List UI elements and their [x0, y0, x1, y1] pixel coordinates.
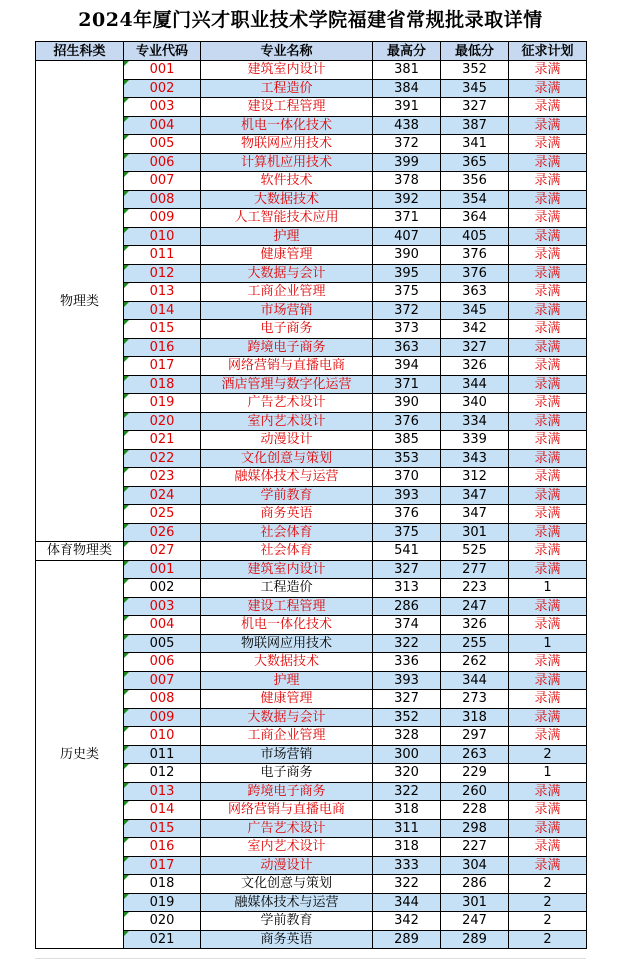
- major-name-cell: 健康管理: [201, 690, 373, 709]
- header-row: [36, 42, 587, 61]
- plan-cell: 录满: [509, 856, 587, 875]
- code-cell: 025: [124, 505, 201, 524]
- major-name-cell: 网络营销与直播电商: [201, 801, 373, 820]
- major-name-cell: 市场营销: [201, 301, 373, 320]
- max-score-cell: 363: [373, 338, 441, 357]
- max-score-cell: 393: [373, 486, 441, 505]
- plan-cell: 录满: [509, 190, 587, 209]
- max-score-cell: 384: [373, 79, 441, 98]
- major-name-cell: 大数据与会计: [201, 708, 373, 727]
- major-name-cell: 物联网应用技术: [201, 634, 373, 653]
- min-score-cell: 327: [441, 338, 509, 357]
- max-score-cell: 311: [373, 819, 441, 838]
- major-name-cell: 融媒体技术与运营: [201, 468, 373, 487]
- header-min-score: 最低分: [441, 42, 509, 61]
- major-name-cell: 大数据技术: [201, 653, 373, 672]
- code-cell: 001: [124, 560, 201, 579]
- code-cell: 020: [124, 912, 201, 931]
- min-score-cell: 260: [441, 782, 509, 801]
- max-score-cell: 352: [373, 708, 441, 727]
- max-score-cell: 370: [373, 468, 441, 487]
- major-name-cell: 广告艺术设计: [201, 819, 373, 838]
- min-score-cell: 341: [441, 135, 509, 154]
- plan-cell: 录满: [509, 449, 587, 468]
- min-score-cell: 363: [441, 283, 509, 302]
- major-name-cell: 跨境电子商务: [201, 338, 373, 357]
- min-score-cell: 318: [441, 708, 509, 727]
- code-cell: 012: [124, 264, 201, 283]
- plan-cell: 1: [509, 764, 587, 783]
- code-cell: 004: [124, 616, 201, 635]
- table-row: [36, 61, 587, 80]
- plan-cell: 录满: [509, 412, 587, 431]
- plan-cell: 录满: [509, 560, 587, 579]
- table-row: [36, 560, 587, 579]
- plan-cell: 录满: [509, 819, 587, 838]
- major-name-cell: 室内艺术设计: [201, 412, 373, 431]
- plan-cell: 2: [509, 930, 587, 949]
- plan-cell: 录满: [509, 357, 587, 376]
- major-name-cell: 软件技术: [201, 172, 373, 191]
- code-cell: 010: [124, 227, 201, 246]
- major-name-cell: 物联网应用技术: [201, 135, 373, 154]
- code-cell: 008: [124, 190, 201, 209]
- code-cell: 005: [124, 135, 201, 154]
- max-score-cell: 286: [373, 597, 441, 616]
- max-score-cell: 541: [373, 542, 441, 561]
- plan-cell: 录满: [509, 597, 587, 616]
- major-name-cell: 室内艺术设计: [201, 838, 373, 857]
- max-score-cell: 399: [373, 153, 441, 172]
- major-name-cell: 机电一体化技术: [201, 616, 373, 635]
- table-body: [36, 61, 587, 949]
- major-name-cell: 机电一体化技术: [201, 116, 373, 135]
- plan-cell: 录满: [509, 431, 587, 450]
- min-score-cell: 387: [441, 116, 509, 135]
- max-score-cell: 376: [373, 412, 441, 431]
- max-score-cell: 390: [373, 246, 441, 265]
- header-category: 招生科类: [36, 42, 124, 61]
- plan-cell: 录满: [509, 523, 587, 542]
- code-cell: 010: [124, 727, 201, 746]
- major-name-cell: 动漫设计: [201, 856, 373, 875]
- max-score-cell: 392: [373, 190, 441, 209]
- max-score-cell: 407: [373, 227, 441, 246]
- major-name-cell: 融媒体技术与运营: [201, 893, 373, 912]
- header-code: 专业代码: [124, 42, 201, 61]
- major-name-cell: 酒店管理与数字化运营: [201, 375, 373, 394]
- min-score-cell: 347: [441, 486, 509, 505]
- min-score-cell: 334: [441, 412, 509, 431]
- category-cell: 物理类: [36, 61, 124, 542]
- page-title: 2024年厦门兴才职业技术学院福建省常规批录取详情: [78, 9, 543, 31]
- min-score-cell: 345: [441, 301, 509, 320]
- major-name-cell: 建筑室内设计: [201, 61, 373, 80]
- major-name-cell: 健康管理: [201, 246, 373, 265]
- code-cell: 016: [124, 838, 201, 857]
- max-score-cell: 336: [373, 653, 441, 672]
- min-score-cell: 405: [441, 227, 509, 246]
- min-score-cell: 343: [441, 449, 509, 468]
- max-score-cell: 327: [373, 690, 441, 709]
- major-name-cell: 跨境电子商务: [201, 782, 373, 801]
- major-name-cell: 工商企业管理: [201, 727, 373, 746]
- plan-cell: 录满: [509, 301, 587, 320]
- plan-cell: 录满: [509, 153, 587, 172]
- code-cell: 022: [124, 449, 201, 468]
- code-cell: 011: [124, 246, 201, 265]
- min-score-cell: 277: [441, 560, 509, 579]
- max-score-cell: 344: [373, 893, 441, 912]
- plan-cell: 2: [509, 893, 587, 912]
- plan-cell: 录满: [509, 98, 587, 117]
- plan-cell: 录满: [509, 616, 587, 635]
- plan-cell: 录满: [509, 79, 587, 98]
- code-cell: 015: [124, 819, 201, 838]
- major-name-cell: 电子商务: [201, 764, 373, 783]
- min-score-cell: 345: [441, 79, 509, 98]
- code-cell: 004: [124, 116, 201, 135]
- min-score-cell: 525: [441, 542, 509, 561]
- min-score-cell: 289: [441, 930, 509, 949]
- code-cell: 001: [124, 61, 201, 80]
- code-cell: 017: [124, 856, 201, 875]
- code-cell: 020: [124, 412, 201, 431]
- max-score-cell: 318: [373, 801, 441, 820]
- code-cell: 027: [124, 542, 201, 561]
- code-cell: 023: [124, 468, 201, 487]
- plan-cell: 录满: [509, 690, 587, 709]
- min-score-cell: 376: [441, 246, 509, 265]
- min-score-cell: 365: [441, 153, 509, 172]
- max-score-cell: 300: [373, 745, 441, 764]
- header-plan: 征求计划: [509, 42, 587, 61]
- min-score-cell: 273: [441, 690, 509, 709]
- major-name-cell: 学前教育: [201, 912, 373, 931]
- min-score-cell: 339: [441, 431, 509, 450]
- code-cell: 002: [124, 79, 201, 98]
- major-name-cell: 电子商务: [201, 320, 373, 339]
- plan-cell: 1: [509, 634, 587, 653]
- code-cell: 018: [124, 375, 201, 394]
- min-score-cell: 376: [441, 264, 509, 283]
- category-cell: 历史类: [36, 560, 124, 949]
- max-score-cell: 393: [373, 671, 441, 690]
- code-cell: 013: [124, 283, 201, 302]
- code-cell: 007: [124, 671, 201, 690]
- min-score-cell: 255: [441, 634, 509, 653]
- code-cell: 013: [124, 782, 201, 801]
- max-score-cell: 375: [373, 523, 441, 542]
- code-cell: 011: [124, 745, 201, 764]
- code-cell: 003: [124, 597, 201, 616]
- code-cell: 026: [124, 523, 201, 542]
- max-score-cell: 313: [373, 579, 441, 598]
- max-score-cell: 327: [373, 560, 441, 579]
- major-name-cell: 建设工程管理: [201, 597, 373, 616]
- code-cell: 009: [124, 209, 201, 228]
- code-cell: 021: [124, 930, 201, 949]
- max-score-cell: 318: [373, 838, 441, 857]
- plan-cell: 录满: [509, 838, 587, 857]
- min-score-cell: 312: [441, 468, 509, 487]
- max-score-cell: 376: [373, 505, 441, 524]
- major-name-cell: 工商企业管理: [201, 283, 373, 302]
- min-score-cell: 347: [441, 505, 509, 524]
- plan-cell: 2: [509, 912, 587, 931]
- major-name-cell: 工程造价: [201, 79, 373, 98]
- code-cell: 005: [124, 634, 201, 653]
- min-score-cell: 364: [441, 209, 509, 228]
- plan-cell: 录满: [509, 116, 587, 135]
- plan-cell: 录满: [509, 227, 587, 246]
- plan-cell: 录满: [509, 486, 587, 505]
- min-score-cell: 352: [441, 61, 509, 80]
- major-name-cell: 大数据技术: [201, 190, 373, 209]
- header-max-score: 最高分: [373, 42, 441, 61]
- min-score-cell: 304: [441, 856, 509, 875]
- min-score-cell: 301: [441, 893, 509, 912]
- code-cell: 003: [124, 98, 201, 117]
- max-score-cell: 390: [373, 394, 441, 413]
- major-name-cell: 计算机应用技术: [201, 153, 373, 172]
- min-score-cell: 326: [441, 357, 509, 376]
- major-name-cell: 护理: [201, 671, 373, 690]
- plan-cell: 录满: [509, 468, 587, 487]
- code-cell: 018: [124, 875, 201, 894]
- min-score-cell: 344: [441, 375, 509, 394]
- max-score-cell: 378: [373, 172, 441, 191]
- admission-table: [35, 41, 587, 949]
- major-name-cell: 社会体育: [201, 523, 373, 542]
- min-score-cell: 340: [441, 394, 509, 413]
- min-score-cell: 223: [441, 579, 509, 598]
- plan-cell: 录满: [509, 727, 587, 746]
- major-name-cell: 广告艺术设计: [201, 394, 373, 413]
- max-score-cell: 391: [373, 98, 441, 117]
- major-name-cell: 文化创意与策划: [201, 449, 373, 468]
- max-score-cell: 371: [373, 209, 441, 228]
- plan-cell: 录满: [509, 172, 587, 191]
- max-score-cell: 373: [373, 320, 441, 339]
- min-score-cell: 263: [441, 745, 509, 764]
- code-cell: 021: [124, 431, 201, 450]
- major-name-cell: 网络营销与直播电商: [201, 357, 373, 376]
- code-cell: 015: [124, 320, 201, 339]
- min-score-cell: 344: [441, 671, 509, 690]
- min-score-cell: 229: [441, 764, 509, 783]
- plan-cell: 录满: [509, 61, 587, 80]
- min-score-cell: 262: [441, 653, 509, 672]
- max-score-cell: 289: [373, 930, 441, 949]
- major-name-cell: 人工智能技术应用: [201, 209, 373, 228]
- max-score-cell: 333: [373, 856, 441, 875]
- min-score-cell: 286: [441, 875, 509, 894]
- plan-cell: 录满: [509, 505, 587, 524]
- min-score-cell: 298: [441, 819, 509, 838]
- code-cell: 002: [124, 579, 201, 598]
- max-score-cell: 328: [373, 727, 441, 746]
- max-score-cell: 385: [373, 431, 441, 450]
- max-score-cell: 322: [373, 875, 441, 894]
- plan-cell: 录满: [509, 782, 587, 801]
- max-score-cell: 395: [373, 264, 441, 283]
- plan-cell: 2: [509, 745, 587, 764]
- code-cell: 024: [124, 486, 201, 505]
- min-score-cell: 356: [441, 172, 509, 191]
- max-score-cell: 438: [373, 116, 441, 135]
- major-name-cell: 动漫设计: [201, 431, 373, 450]
- major-name-cell: 建设工程管理: [201, 98, 373, 117]
- plan-cell: 1: [509, 579, 587, 598]
- major-name-cell: 护理: [201, 227, 373, 246]
- max-score-cell: 342: [373, 912, 441, 931]
- max-score-cell: 381: [373, 61, 441, 80]
- major-name-cell: 学前教育: [201, 486, 373, 505]
- code-cell: 014: [124, 801, 201, 820]
- plan-cell: 录满: [509, 283, 587, 302]
- code-cell: 014: [124, 301, 201, 320]
- code-cell: 019: [124, 893, 201, 912]
- plan-cell: 录满: [509, 394, 587, 413]
- max-score-cell: 394: [373, 357, 441, 376]
- min-score-cell: 247: [441, 912, 509, 931]
- min-score-cell: 247: [441, 597, 509, 616]
- plan-cell: 录满: [509, 653, 587, 672]
- min-score-cell: 342: [441, 320, 509, 339]
- major-name-cell: 大数据与会计: [201, 264, 373, 283]
- min-score-cell: 327: [441, 98, 509, 117]
- min-score-cell: 228: [441, 801, 509, 820]
- major-name-cell: 市场营销: [201, 745, 373, 764]
- code-cell: 006: [124, 153, 201, 172]
- max-score-cell: 372: [373, 301, 441, 320]
- max-score-cell: 320: [373, 764, 441, 783]
- major-name-cell: 社会体育: [201, 542, 373, 561]
- category-cell: 体育物理类: [36, 542, 124, 561]
- code-cell: 017: [124, 357, 201, 376]
- major-name-cell: 工程造价: [201, 579, 373, 598]
- max-score-cell: 375: [373, 283, 441, 302]
- min-score-cell: 297: [441, 727, 509, 746]
- header-major: 专业名称: [201, 42, 373, 61]
- plan-cell: 2: [509, 875, 587, 894]
- plan-cell: 录满: [509, 542, 587, 561]
- major-name-cell: 商务英语: [201, 505, 373, 524]
- code-cell: 006: [124, 653, 201, 672]
- plan-cell: 录满: [509, 135, 587, 154]
- code-cell: 007: [124, 172, 201, 191]
- max-score-cell: 371: [373, 375, 441, 394]
- code-cell: 019: [124, 394, 201, 413]
- min-score-cell: 301: [441, 523, 509, 542]
- code-cell: 008: [124, 690, 201, 709]
- max-score-cell: 372: [373, 135, 441, 154]
- major-name-cell: 商务英语: [201, 930, 373, 949]
- plan-cell: 录满: [509, 708, 587, 727]
- min-score-cell: 326: [441, 616, 509, 635]
- plan-cell: 录满: [509, 264, 587, 283]
- code-cell: 012: [124, 764, 201, 783]
- table-row: [36, 542, 587, 561]
- max-score-cell: 322: [373, 782, 441, 801]
- code-cell: 009: [124, 708, 201, 727]
- plan-cell: 录满: [509, 338, 587, 357]
- plan-cell: 录满: [509, 375, 587, 394]
- plan-cell: 录满: [509, 320, 587, 339]
- max-score-cell: 322: [373, 634, 441, 653]
- plan-cell: 录满: [509, 246, 587, 265]
- plan-cell: 录满: [509, 209, 587, 228]
- max-score-cell: 374: [373, 616, 441, 635]
- major-name-cell: 文化创意与策划: [201, 875, 373, 894]
- min-score-cell: 227: [441, 838, 509, 857]
- min-score-cell: 354: [441, 190, 509, 209]
- code-cell: 016: [124, 338, 201, 357]
- plan-cell: 录满: [509, 671, 587, 690]
- plan-cell: 录满: [509, 801, 587, 820]
- major-name-cell: 建筑室内设计: [201, 560, 373, 579]
- max-score-cell: 353: [373, 449, 441, 468]
